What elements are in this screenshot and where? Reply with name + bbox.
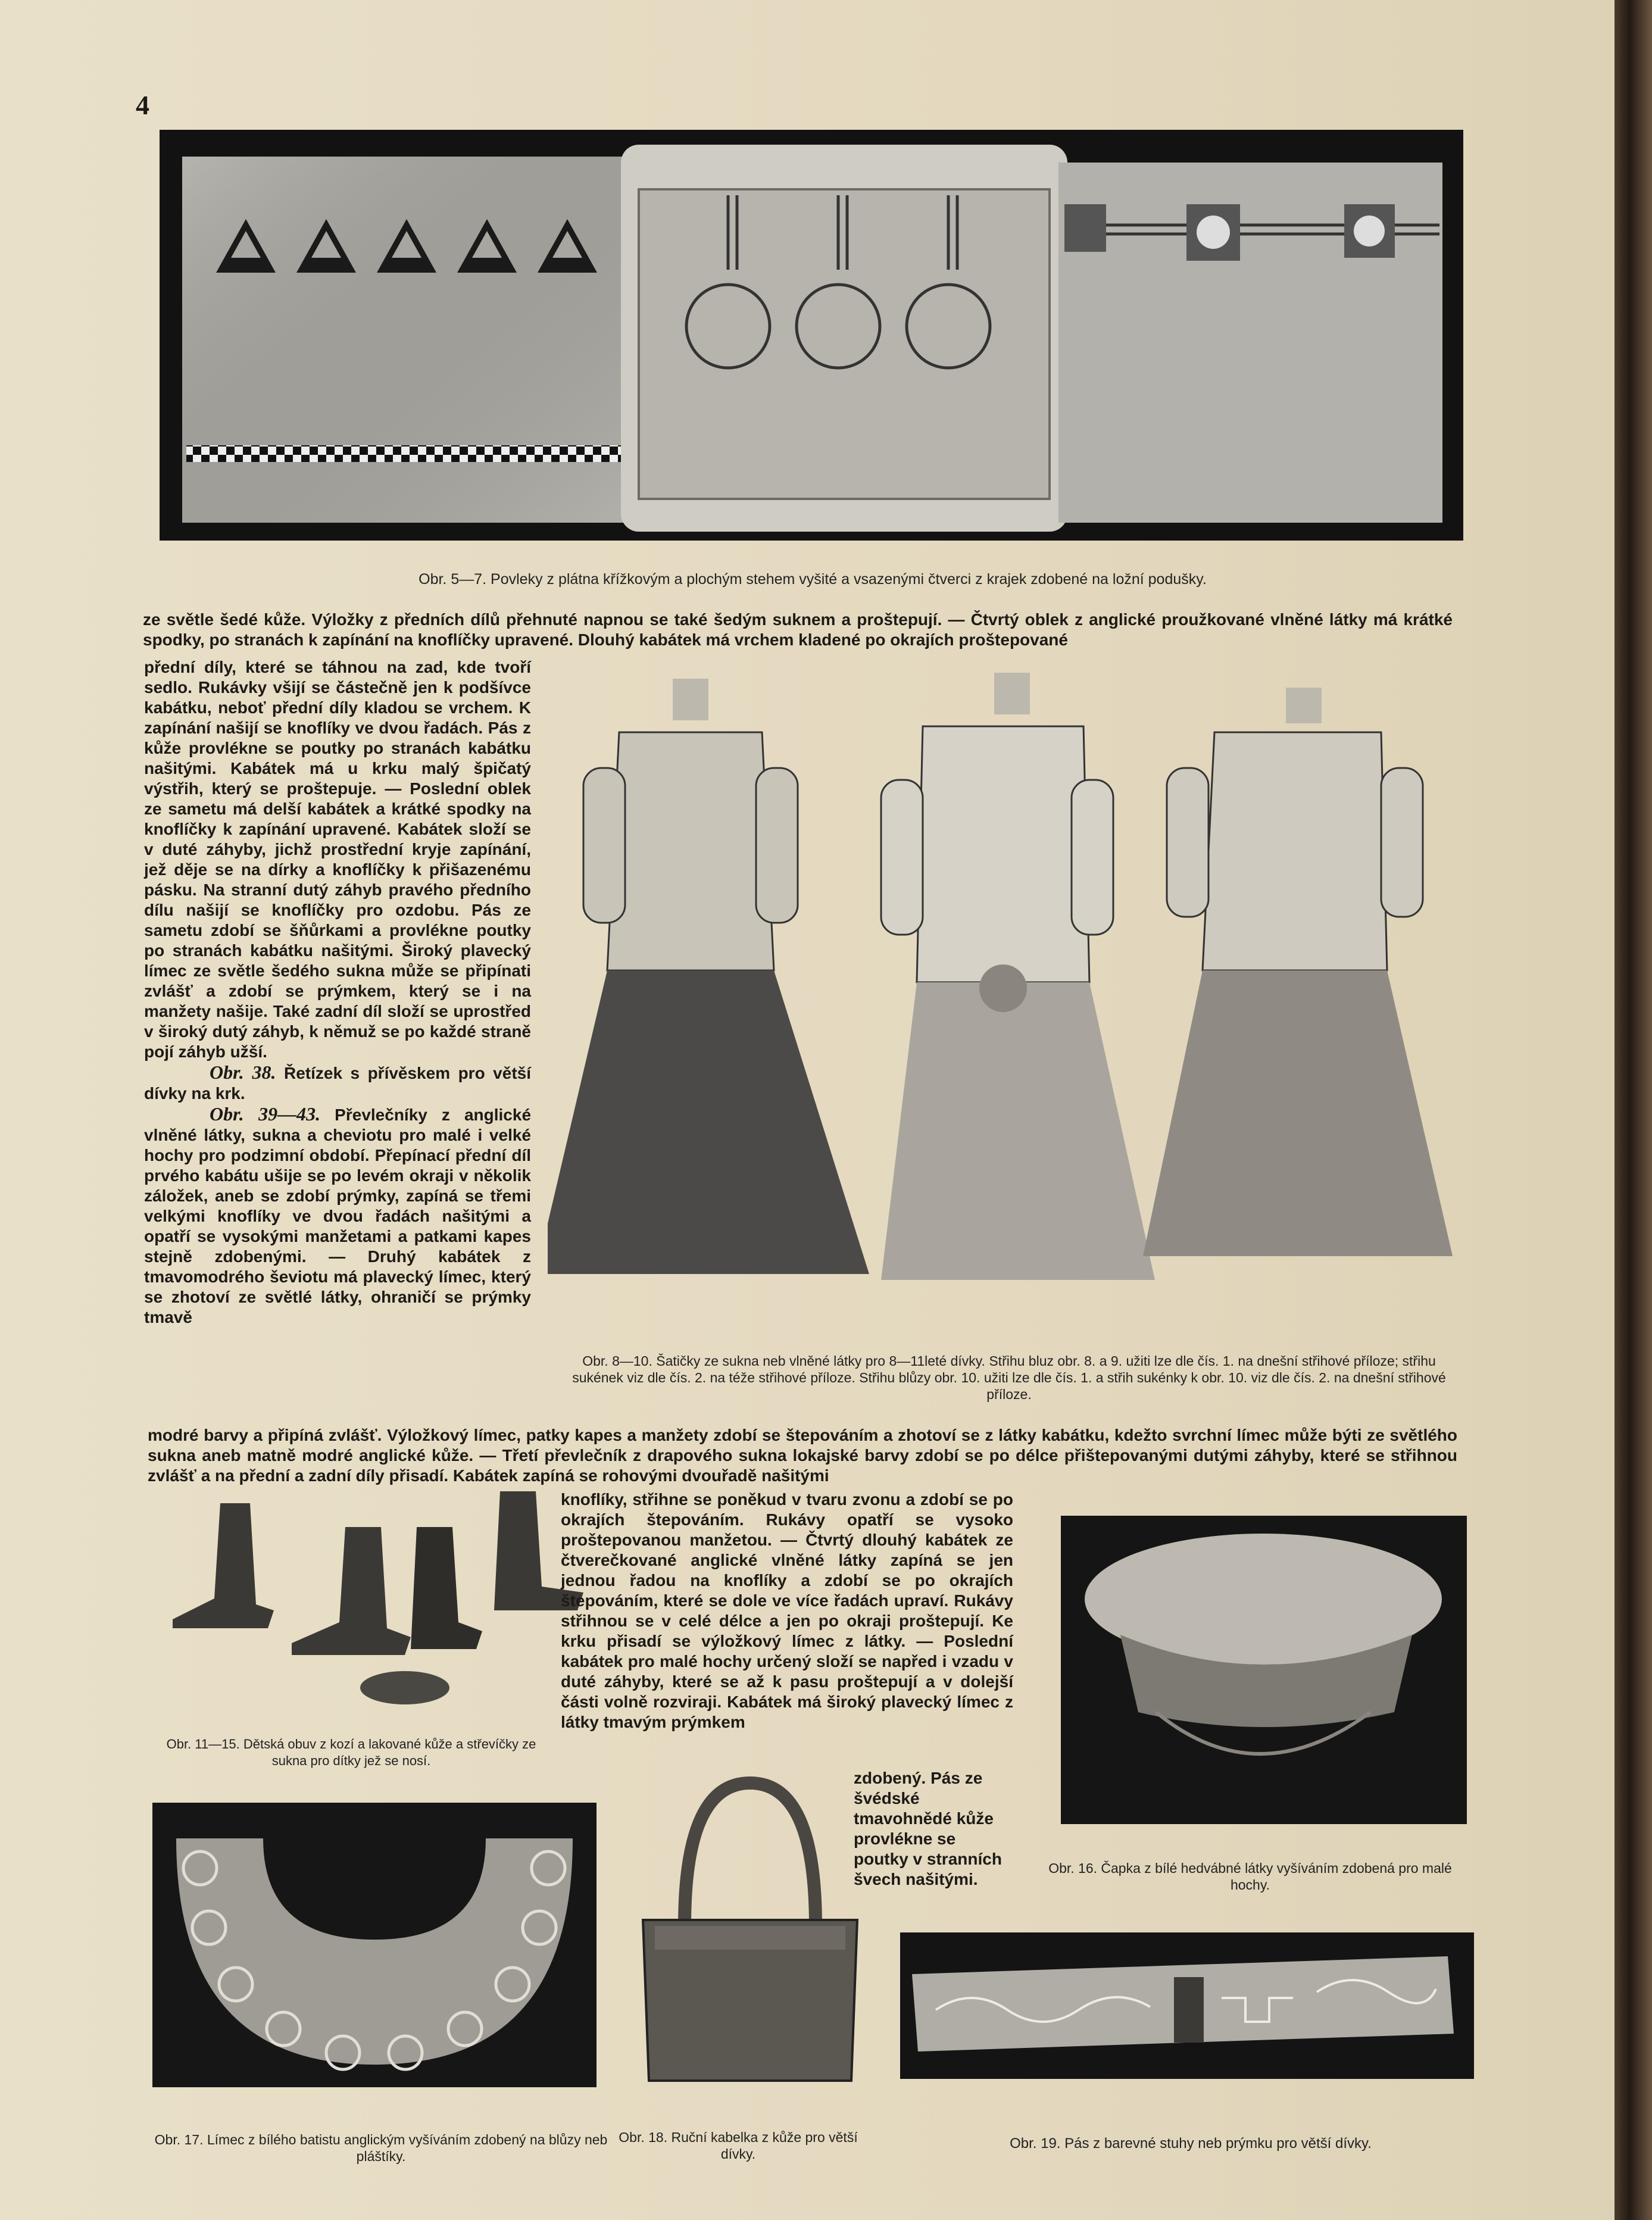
- caption-collar: Obr. 17. Límec z bílého batistu anglickým vyšíváním zdobený na blůzy neb pláštíky.: [154, 2132, 608, 2164]
- text-center-tail: zdobený. Pás ze švédské tmavohnědé kůže provlékne se poutky v stranních švech našitými.: [854, 1769, 1002, 1888]
- pillow-covers-illustration: [160, 130, 1463, 541]
- caption-dresses: Obr. 8—10. Šatičky ze sukna neb vlněné látky pro 8—11leté dívky. Střihu bluz obr. 8. a 9. užiti lze dle čís. 1. na dnešní střihové příloze; střihu sukének viz dle čís. 2. na téže střihové příloze. Střihu blůzy obr. 10. užiti lze dle čís. 1. a střih sukénky k obr. 10. viz dle čís. 2. na dnešní střihové příloze.: [572, 1353, 1446, 1402]
- shoe-3: [411, 1527, 482, 1649]
- page-number: 4: [136, 90, 149, 120]
- handbag-illustration: [631, 1771, 869, 2105]
- text-center-column: knoflíky, střihne se poněkud v tvaru zvonu a zdobí se po okrajích štepováním. Rukávy opatří se vysoko proštepovanou manžetou. — Čtvrtý dlouhý kabátek ze čtverečkované anglické vlněné látky zapíná se jen jednou řadou na knoflíky a zdobí se po okrajích štepováním, které se dole ve více řadách upraví. Rukávy střihnou se v celé délce a jen po okraji proštepují. Ke krku přisadí se výložkový límec z látky. — Poslední kabátek pro malé hochy určený složí se napřed i vzadu v duté záhyby, které se až k pasu proštepují a v dolejší části volně rozviraji. Kabátek má široký plavecký límec z látky tmavým prýmkem: [561, 1490, 1013, 1731]
- slipper: [360, 1671, 449, 1704]
- boys-cap-illustration: [1061, 1516, 1467, 1824]
- ribbon-illustration: [900, 1932, 1474, 2079]
- dress-2: [881, 673, 1155, 1280]
- dress-1: [548, 679, 869, 1274]
- shoe-2: [292, 1527, 411, 1655]
- obr38-label: Obr. 38.: [210, 1061, 276, 1083]
- caption-cap: Obr. 16. Čapka z bílé hedvábné látky vyšíváním zdobená pro malé hochy.: [1048, 1860, 1452, 1893]
- caption-pillows: Obr. 5—7. Povleky z plátna křížkovým a plochým stehem vyšité a vsazenými čtverci z krajek zdobené na ložní podušky.: [419, 571, 1207, 588]
- shoes-illustration: [167, 1491, 595, 1718]
- caption-shoes: Obr. 11—15. Dětská obuv z kozí a lakované kůže a střevíčky ze sukna pro dítky jež se nosí.: [166, 1737, 536, 1768]
- obr39-text: Převlečníky z anglické vlněné látky, sukna a cheviotu pro malé i velké hochy pro podzimní období. Přepínací přední díl prvého kabátu ušije se po levém okraji v několik záložek, aneb se zdobí prýmky, zapíná se třemi velkými knoflíky ve dvou řadách našitými a opatří se vysokými manžetami a patkami kapes stejně zdobenými. — Druhý kabátek z tmavomodrého ševiotu má plavecký límec, který se zhotoví ze světlé látky, ohraničí se prýmky tmavě: [144, 1106, 532, 1326]
- text-top-full: ze světle šedé kůže. Výložky z předních dílů přehnuté napnou se také šedým suknem a proštepují. — Čtvrtý oblek z anglické proužkované vlněné látky má krátké spodky, po stranách k zapínání na knoflíčky upravené. Dlouhý kabátek má vrchem kladené po okrajích proštepované: [143, 610, 1453, 649]
- caption-ribbon: Obr. 19. Pás z barevné stuhy neb prýmku pro větší dívky.: [1010, 2135, 1372, 2152]
- pillow-triangles: [182, 157, 635, 523]
- dress-3: [1143, 688, 1453, 1256]
- pillow-wreaths: [621, 145, 1067, 532]
- caption-bag: Obr. 18. Ruční kabelka z kůže pro větší dívky.: [619, 2130, 858, 2162]
- dresses-illustration: [548, 661, 1453, 1310]
- book-spine: [1614, 0, 1652, 2220]
- text-left-column: [144, 657, 531, 1328]
- pillow-lace-squares: [1058, 163, 1442, 523]
- text-left-main: přední díly, které se táhnou na zad, kde tvoří sedlo. Rukávky všijí se částečně jen k podšívce kabátku, neboť přední díly kladou se vrchem. K zapínání našijí se knoflíky ve dvou řadách. Pás z kůže provlékne se poutky po stranách kabátku našitými. Kabátek má u krku malý špičatý výstřih, který se proštepuje. — Poslední oblek ze sametu má delší kabátek a krátké spodky na knoflíčky k zapínání upravené. Kabátek složí se v duté záhyby, jichž prostřední kryje zapínání, jež děje se na dírky a knoflíčky k přišazenému pásku. Na stranní dutý záhyb pravého předního dílu našijí se knoflíčky pro ozdobu. Pás ze sametu zdobí se šňůrkami a provlékne poutky po stranách kabátku našitými. Široký plavecký límec ze světle šedého sukna může se připínati zvlášť a zdobí se prýmkem, který se i na manžety našije. Také zadní díl složí se uprostřed v široký dutý záhyb, k němuž se po každé straně pojí záhyb užší.: [144, 658, 531, 1061]
- obr38-text: Řetízek s přívěskem pro větší dívky na krk.: [144, 1064, 531, 1103]
- shoe-1: [173, 1503, 274, 1628]
- text-mid-full: modré barvy a připíná zvlášť. Výložkový límec, patky kapes a manžety zdobí se štepováním a zhotoví se z látky kabátku, kdežto svrchní límec může býti ze světlého sukna aneb matně modré anglické kůže. — Třetí převlečník z drapového sukna lokajské barvy zdobí se po délce přištepovanými dutými záhyby, které se střihnou zvlášť a na přední a zadní díly přisadí. Kabátek zapíná se rohovými dvouřadě našitými: [148, 1426, 1457, 1485]
- obr39-label: Obr. 39—43.: [210, 1103, 321, 1125]
- collar-illustration: [152, 1803, 597, 2087]
